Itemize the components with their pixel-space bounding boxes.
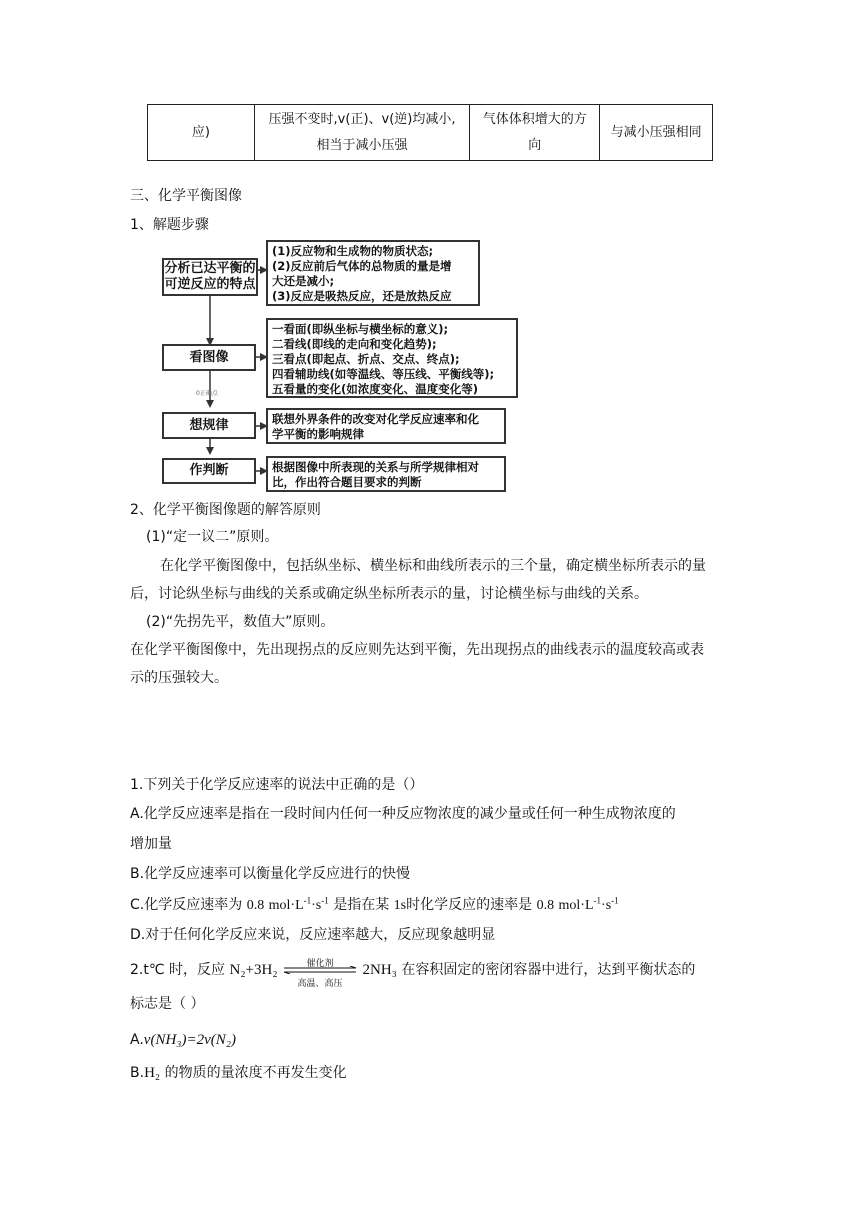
q1-option-c [130,895,619,916]
cell-text: 气体体积增大的方 [482,111,587,127]
principle-1: (1)“定一议二”原则。 [146,529,279,545]
table-cell [148,105,255,161]
desc-line: 联想外界条件的改变对化学反应速率和化 [272,412,479,426]
equilibrium-arrow-icon [282,966,358,974]
desc-line: 大还是减小; [272,274,335,288]
text: 的物质的量浓度不再发生变化 [164,1065,347,1081]
unit: ·s [601,898,612,913]
option-letter: A. [130,1032,144,1048]
desc-line: 根据图像中所表现的关系与所学规律相对 [272,460,479,474]
principle-2-body: 示的压强较大。 [130,670,228,686]
flow-box-text: 看图像 [189,349,229,365]
flow-desc-judge [266,456,506,492]
q1-option-d: D.对于任何化学反应来说，反应速率越大，反应现象越明显 [130,927,496,943]
cell-text: 应) [191,124,210,140]
principle-2-body: 在化学平衡图像中，先出现拐点的反应则先达到平衡，先出现拐点的曲线表示的温度较高或表 [130,642,704,658]
table-cell [254,105,469,161]
desc-line: (2)反应前后气体的总物质的量是增 [272,259,452,273]
table-cell [600,105,713,161]
text: 2.t℃ 时，反应 [130,962,226,978]
unit: mol·L [268,898,304,913]
desc-line: 一看面(即纵坐标与横坐标的意义); [272,322,449,336]
desc-line: 二看线(即线的走向和变化趋势); [272,337,437,351]
flow-box-text: 作判断 [189,463,229,478]
catalyst-label: 催化剂 [306,959,334,969]
step2-title: 2、化学平衡图像题的解答原则 [130,502,321,518]
q2-option-a [130,1030,236,1050]
flow-desc-analyze [266,240,480,306]
desc-line: 学平衡的影响规律 [272,427,364,441]
exponent: -1 [321,895,329,906]
text: 在容积固定的密闭容器中进行，达到平衡状态的 [401,962,696,978]
exponent: -1 [593,895,602,906]
value: 0.8 [246,898,265,913]
text: 是指在某 [333,897,390,913]
q2-stem-cont: 标志是（ ） [130,996,205,1012]
unit: ·s [311,898,322,913]
principle-2: (2)“先拐先平，数值大”原则。 [146,614,335,630]
exponent: -1 [303,895,312,906]
desc-line: 四看辅助线(如等温线、等压线、平衡线等); [272,367,495,381]
comparison-table [147,104,713,161]
flow-box-text: 可逆反应的特点 [164,277,256,292]
q1-option-a: A.化学反应速率是指在一段时间内任何一种反应物浓度的减少量或任何一种生成物浓度的 [130,806,676,822]
flow-box-text: 分析已达平衡的 [164,261,256,276]
desc-line: 五看量的变化(如浓度变化、温度变化等) [272,382,479,396]
q1-stem: 1.下列关于化学反应速率的说法中正确的是（） [130,777,424,793]
value: 1s [393,898,407,913]
section-title: 三、化学平衡图像 [130,188,242,204]
text: 时化学反应的速率是 [406,897,533,913]
flow-box-rules [162,412,256,439]
option-letter: B. [130,1065,145,1081]
flow-box-judge [162,458,256,484]
desc-line: 比，作出符合题目要求的判断 [272,475,422,489]
flow-desc-look [266,318,518,398]
equilibrium-arrow [282,959,358,989]
flow-desc-rules [266,408,506,444]
watermark: 0正确点 [196,390,218,397]
step1-title: 1、解题步骤 [130,217,209,233]
formula: v(NH₃)=2v(N₂) [143,1032,236,1048]
q2-option-b [130,1063,347,1083]
cell-text: 相当于减小压强 [316,137,408,153]
flow-box-look [162,344,256,371]
desc-line: 三看点(即起点、折点、交点、终点); [272,352,460,366]
q2-stem [130,959,696,989]
desc-line: (1)反应物和生成物的物质状态; [272,244,434,258]
text: C.化学反应速率为 [130,897,243,913]
q1-option-a-cont: 增加量 [130,836,172,852]
unit: mol·L [558,898,594,913]
flow-box-analyze [162,258,258,296]
table-cell [470,105,600,161]
equation-right: 2NH₃ [362,962,397,978]
desc-line: (3)反应是吸热反应，还是放热反应 [272,289,452,303]
q1-option-b: B.化学反应速率可以衡量化学反应进行的快慢 [130,866,411,882]
principle-1-body: 后，讨论纵坐标与曲线的关系或确定纵坐标所表示的量，讨论横坐标与曲线的关系。 [130,586,648,602]
cell-text: 向 [528,137,542,153]
cell-text: 压强不变时,v(正)、v(逆)均减小, [268,111,456,127]
cell-text: 与减小压强相同 [610,124,702,140]
value: 0.8 [536,898,555,913]
conditions-label: 高温、高压 [297,979,343,989]
flow-box-text: 想规律 [189,417,229,433]
principle-1-body: 在化学平衡图像中，包括纵坐标、横坐标和曲线所表示的三个量，确定横坐标所表示的量 [160,558,706,574]
equation-left: N₂+3H₂ [229,962,278,978]
exponent: -1 [611,895,619,906]
formula: H₂ [144,1065,161,1081]
